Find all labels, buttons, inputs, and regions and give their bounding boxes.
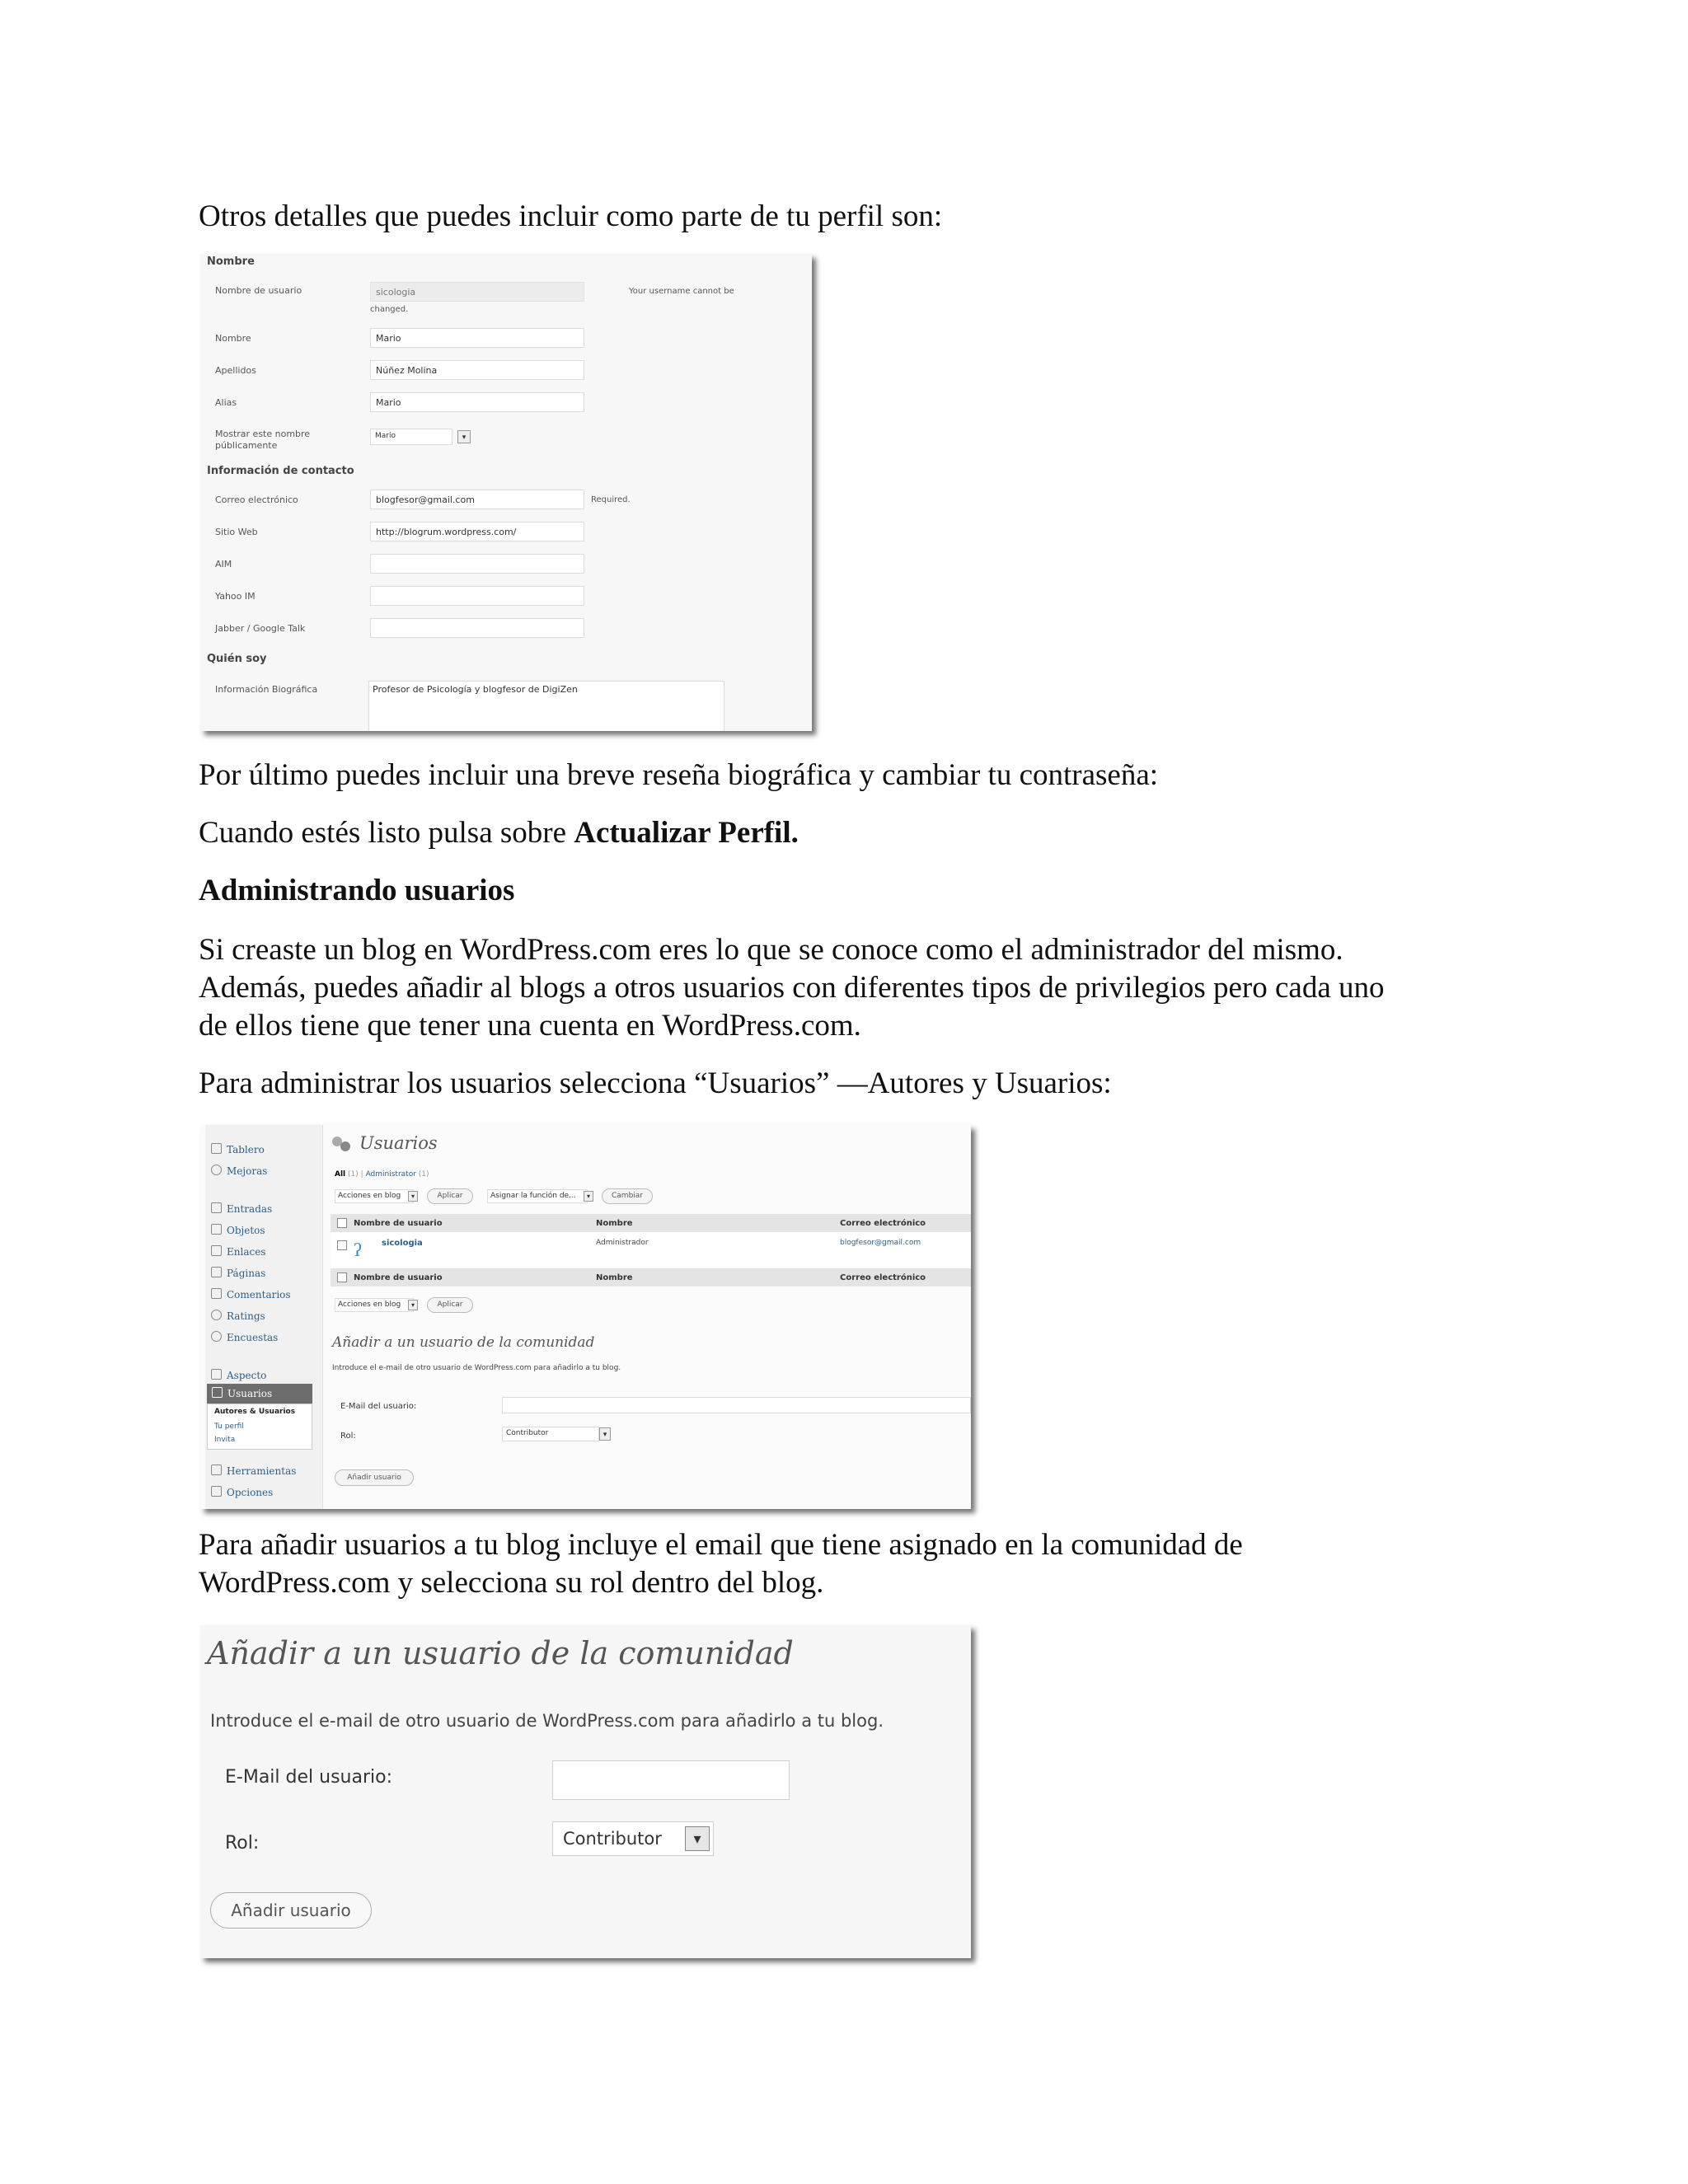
email-required-note: Required. [591,495,631,504]
yahoo-input[interactable] [370,586,584,606]
tools-icon [211,1465,222,1475]
bulk-actions-select[interactable]: Acciones en blog [335,1189,414,1203]
users-admin-screenshot [200,1125,971,1509]
menu-item-comments[interactable]: Comentarios [211,1288,291,1301]
select-all-checkbox[interactable] [337,1218,347,1228]
yahoo-label: Yahoo IM [215,591,256,602]
comment-icon [211,1288,222,1299]
menu-item-media[interactable]: Objetos [211,1224,265,1236]
ratings-icon [211,1310,222,1320]
role-label: Rol: [340,1432,356,1441]
footer-column-name[interactable]: Nombre [596,1273,633,1282]
chevron-down-icon[interactable]: ▾ [408,1191,418,1202]
user-email-input[interactable] [552,1760,790,1800]
admin-paragraph-line-2: Además, puedes añadir al blogs a otros usuarios con diferentes tipos de privilegios pero cada uno [199,971,1385,1005]
menu-item-posts[interactable]: Entradas [211,1202,272,1215]
menu-item-links[interactable]: Enlaces [211,1245,265,1258]
bio-paragraph: Por último puedes incluir una breve reseña biográfica y cambiar tu contraseña: [199,758,1159,792]
apply-button[interactable]: Aplicar [427,1188,473,1204]
footer-column-username[interactable]: Nombre de usuario [354,1273,443,1282]
chevron-down-icon[interactable]: ▾ [685,1826,710,1851]
users-heading-icon [331,1135,354,1155]
last-name-input[interactable]: Núñez Molina [370,360,584,380]
users-submenu [207,1404,312,1450]
last-name-label: Apellidos [215,365,256,376]
display-name-select[interactable]: Mario [370,429,452,445]
row-checkbox[interactable] [337,1240,347,1250]
users-table-footer [331,1268,971,1286]
users-page-title: Usuarios [359,1133,438,1153]
menu-item-users-active[interactable]: Usuarios [207,1384,312,1404]
users-icon [212,1387,223,1398]
chevron-down-icon[interactable]: ▾ [457,430,471,443]
user-email-input[interactable] [502,1397,971,1413]
chevron-down-icon[interactable]: ▾ [584,1191,593,1202]
role-select[interactable]: Contributor [502,1427,599,1441]
column-username[interactable]: Nombre de usuario [354,1219,443,1228]
upgrades-icon [211,1165,222,1175]
bulk-actions-select-bottom[interactable]: Acciones en blog [335,1298,414,1312]
menu-item-polls[interactable]: Encuestas [211,1331,278,1343]
table-row [331,1232,971,1268]
aim-label: AIM [215,559,232,569]
email-input[interactable]: blogfesor@gmail.com [370,490,584,509]
menu-item-appearance[interactable]: Aspecto [211,1369,266,1381]
add-users-paragraph-line-2: WordPress.com y selecciona su rol dentro del blog. [199,1566,824,1600]
menu-item-dashboard[interactable]: Tablero [211,1143,265,1155]
website-input[interactable]: http://blogrum.wordpress.com/ [370,522,584,541]
add-user-button[interactable]: Añadir usuario [335,1469,414,1486]
column-name[interactable]: Nombre [596,1219,633,1228]
menu-item-pages[interactable]: Páginas [211,1267,265,1279]
role-label: Rol: [225,1833,260,1854]
alias-label: Alias [215,397,237,408]
add-user-description: Introduce el e-mail de otro usuario de WordPress.com para añadirlo a tu blog. [210,1711,884,1731]
user-email-label: E-Mail del usuario: [225,1767,392,1788]
username-label: Nombre de usuario [215,285,302,296]
user-filter-links: All (1) | Administrator (1) [335,1170,429,1179]
username-note: Your username cannot be [629,287,734,296]
dashboard-icon [211,1143,222,1154]
polls-icon [211,1331,222,1342]
users-table-header [331,1214,971,1232]
update-paragraph: Cuando estés listo pulsa sobre Actualizar Perfil. [199,816,799,850]
role-select[interactable]: Contributor [552,1821,714,1856]
filter-all-link[interactable]: All [335,1170,346,1179]
jabber-input[interactable] [370,618,584,638]
admin-paragraph-line-3: de ellos tiene que tener una cuenta en WordPress.com. [199,1009,861,1043]
media-icon [211,1224,222,1235]
section-name-heading: Nombre [207,255,255,268]
row-role: Administrador [596,1239,649,1247]
footer-column-email[interactable]: Correo electrónico [840,1273,926,1282]
assign-role-select[interactable]: Asignar la función de... [487,1189,588,1203]
add-user-screenshot [200,1625,971,1958]
admin-paragraph-line-1: Si creaste un blog en WordPress.com eres lo que se conoce como el administrador del mismo. [199,933,1343,967]
alias-input[interactable]: Mario [370,392,584,412]
menu-item-upgrades[interactable]: Mejoras [211,1165,267,1177]
section-contact-heading: Información de contacto [207,465,354,477]
submenu-authors-users[interactable]: Autores & Usuarios [214,1408,296,1416]
row-username-link[interactable]: sicologia [382,1239,423,1248]
add-user-button[interactable]: Añadir usuario [210,1892,372,1929]
menu-item-tools[interactable]: Herramientas [211,1465,296,1477]
intro-paragraph: Otros detalles que puedes incluir como parte de tu perfil son: [199,199,943,233]
first-name-label: Nombre [215,333,251,344]
filter-administrator-link[interactable]: Administrator [365,1170,416,1179]
pin-icon [211,1202,222,1213]
display-name-label: Mostrar este nombre [215,429,311,439]
bio-textarea[interactable]: Profesor de Psicología y blogfesor de DigiZen [368,681,724,731]
website-label: Sitio Web [215,527,258,537]
appearance-icon [211,1369,222,1380]
username-note-2: changed. [370,305,409,314]
add-user-heading: Añadir a un usuario de la comunidad [332,1334,595,1351]
submenu-invite[interactable]: Invita [214,1436,236,1444]
link-icon [211,1245,222,1256]
column-email[interactable]: Correo electrónico [840,1219,926,1228]
chevron-down-icon[interactable]: ▾ [599,1427,611,1441]
profile-form-screenshot [200,254,812,731]
options-icon [211,1486,222,1497]
bio-label: Información Biográfica [215,684,318,695]
menu-item-ratings[interactable]: Ratings [211,1310,265,1322]
add-user-title: Añadir a un usuario de la comunidad [207,1635,794,1671]
admin-instructions-paragraph: Para administrar los usuarios selecciona “Usuarios” —Autores y Usuarios: [199,1066,1112,1100]
page-icon [211,1267,222,1277]
chevron-down-icon[interactable]: ▾ [408,1300,418,1310]
section-about-heading: Quién soy [207,653,267,665]
jabber-label: Jabber / Google Talk [215,623,306,634]
select-all-checkbox-footer[interactable] [337,1272,347,1282]
add-user-description: Introduce el e-mail de otro usuario de WordPress.com para añadirlo a tu blog. [332,1364,621,1372]
display-name-label-2: públicamente [215,440,278,451]
update-profile-emphasis: Actualizar Perfil. [574,816,799,850]
row-email-link[interactable]: blogfesor@gmail.com [840,1239,921,1247]
menu-item-options[interactable]: Opciones [211,1486,273,1498]
first-name-input[interactable]: Mario [370,328,584,348]
section-heading: Administrando usuarios [199,874,515,907]
submenu-your-profile[interactable]: Tu perfil [214,1422,244,1431]
change-button[interactable]: Cambiar [602,1188,653,1204]
email-label: Correo electrónico [215,494,298,505]
username-input: sicologia [370,282,584,302]
apply-button-bottom[interactable]: Aplicar [427,1297,473,1313]
user-email-label: E-Mail del usuario: [340,1402,417,1411]
aim-input[interactable] [370,554,584,574]
avatar: ʔ [354,1240,362,1260]
add-users-paragraph-line-1: Para añadir usuarios a tu blog incluye el email que tiene asignado en la comunidad de [199,1528,1243,1562]
